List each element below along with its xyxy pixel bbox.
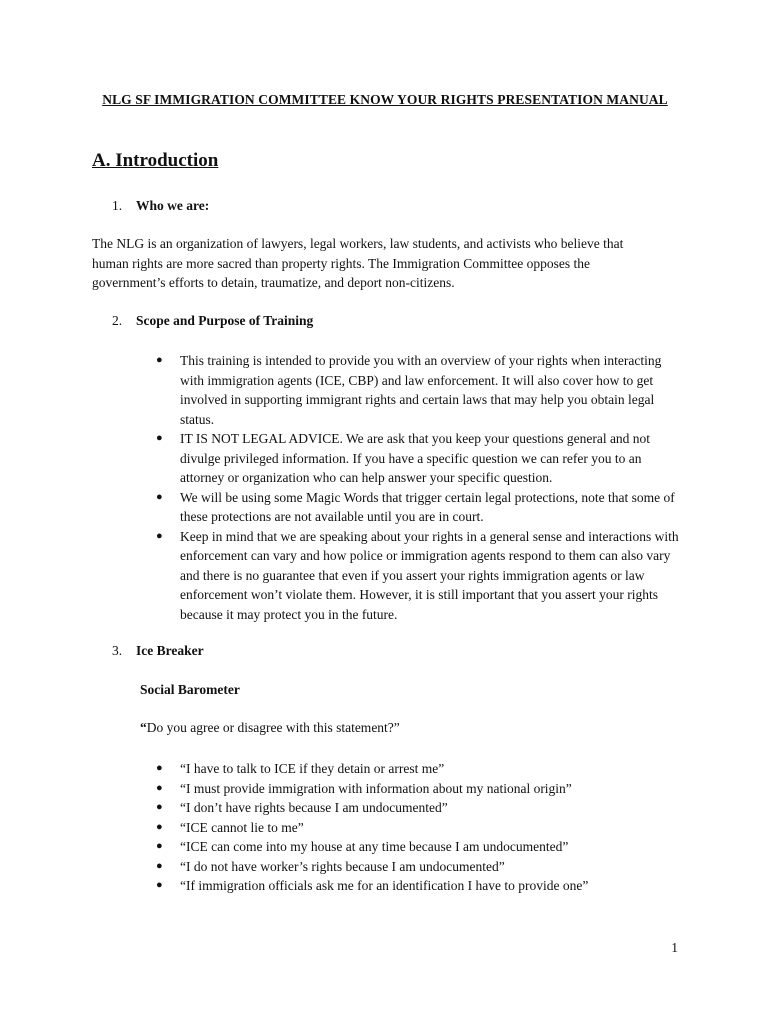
list-item: ● “I don’t have rights because I am undocumented” bbox=[150, 798, 680, 818]
activity-prompt: “Do you agree or disagree with this statement?” bbox=[140, 720, 400, 735]
bullet-icon: ● bbox=[156, 432, 163, 444]
list-item: ● “If immigration officials ask me for an identification I have to provide one” bbox=[150, 876, 680, 896]
list-item: ● Keep in mind that we are speaking about your rights in a general sense and interactions with enforcement can vary and how police or immigration agents respond to them can also vary and there is no guarantee that even if you assert your rights immigration agents or law enforcement won’t violate them. However, it is still important that you assert your rights because it may protect you in the future. bbox=[156, 528, 679, 622]
list-item: ● “ICE can come into my house at any time because I am undocumented” bbox=[150, 837, 680, 857]
bullet-icon: ● bbox=[156, 354, 163, 366]
activity-title: Social Barometer bbox=[140, 682, 240, 697]
subsection-number: 2. bbox=[112, 313, 123, 328]
subsection-number: 3. bbox=[112, 643, 123, 658]
list-item: ● IT IS NOT LEGAL ADVICE. We are ask that you keep your questions general and not divulge privileged information. If you have a specific question we can refer you to an attorney or organization who can help answer your specific question. bbox=[156, 431, 651, 485]
subsection-scope-purpose bbox=[112, 313, 313, 329]
scope-bullet-list bbox=[150, 351, 680, 624]
list-item: ● “I do not have worker’s rights because I am undocumented” bbox=[150, 857, 680, 877]
list-item: ● “ICE cannot lie to me” bbox=[150, 818, 680, 838]
bullet-icon: ● bbox=[156, 529, 163, 542]
bullet-icon: ● bbox=[156, 879, 163, 891]
bullet-icon: ● bbox=[156, 781, 163, 794]
bullet-icon: ● bbox=[156, 762, 163, 774]
bullet-icon: ● bbox=[156, 490, 163, 503]
subsection-label: Scope and Purpose of Training bbox=[136, 313, 314, 328]
subsection-label: Ice Breaker bbox=[136, 643, 204, 658]
bullet-icon: ● bbox=[156, 840, 163, 852]
page-number: 1 bbox=[671, 940, 678, 955]
bullet-icon: ● bbox=[156, 859, 163, 872]
subsection-label: Who we are: bbox=[136, 198, 210, 213]
bullet-icon: ● bbox=[156, 820, 163, 833]
document-title: NLG SF IMMIGRATION COMMITTEE KNOW YOUR RIGHTS PRESENTATION MANUAL bbox=[102, 92, 668, 107]
list-item: ● This training is intended to provide you with an overview of your rights when interacting with immigration agents (ICE, CBP) and law enforcement. It will also cover how to get involved in supporting immigrant rights and certain laws that may help you obtain legal status. bbox=[156, 353, 662, 427]
section-heading-introduction: A. Introduction bbox=[92, 150, 219, 171]
subsection-number: 1. bbox=[112, 198, 123, 213]
list-item: ● “I must provide immigration with information about my national origin” bbox=[150, 779, 680, 799]
subsection-who-we-are bbox=[112, 198, 209, 214]
list-item: ● “I have to talk to ICE if they detain or arrest me” bbox=[150, 759, 680, 779]
who-we-are-paragraph: The NLG is an organization of lawyers, legal workers, law students, and activists who believe that human rights are more sacred than property rights. The Immigration Committee opposes the government’s efforts to detain, traumatize, and deport non-citizens. bbox=[92, 236, 624, 290]
statements-bullet-list bbox=[150, 759, 680, 896]
subsection-ice-breaker bbox=[112, 643, 204, 659]
list-item: ● We will be using some Magic Words that trigger certain legal protections, note that some of these protections are not available until you are in court. bbox=[156, 489, 675, 524]
bullet-icon: ● bbox=[156, 801, 163, 813]
